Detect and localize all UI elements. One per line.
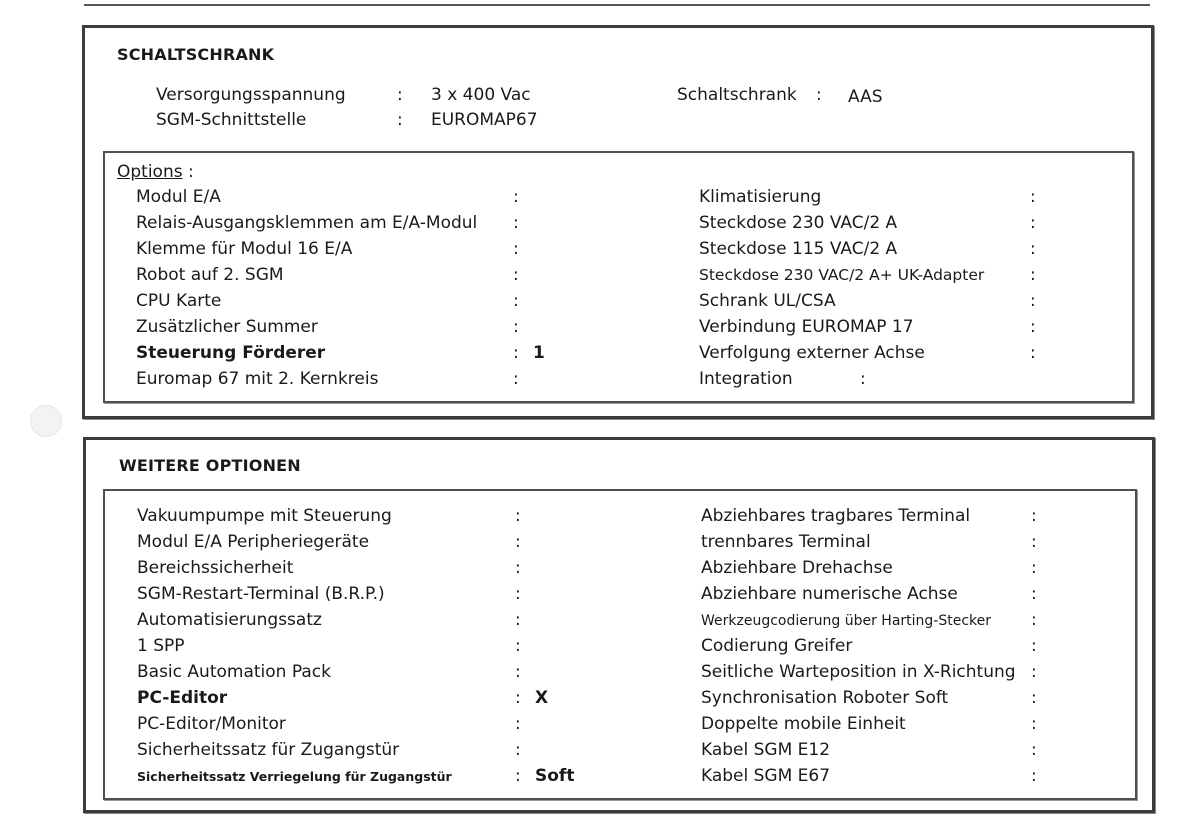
colon: : (1031, 766, 1037, 786)
colon: : (1030, 239, 1036, 259)
colon: : (513, 291, 519, 311)
option-label: Klimatisierung (699, 187, 822, 207)
option-label: Seitliche Warteposition in X-Richtung (701, 662, 1016, 682)
colon: : (1030, 265, 1036, 285)
option-label: Steckdose 230 VAC/2 A (699, 213, 898, 233)
colon: : (1030, 317, 1036, 337)
colon: : (1030, 343, 1036, 363)
option-label: Kabel SGM E12 (701, 740, 831, 760)
supply-value: 3 x 400 Vac (431, 85, 531, 105)
option-label: Synchronisation Roboter Soft (701, 688, 949, 708)
colon: : (513, 265, 519, 285)
option-label: Abziehbare Drehachse (701, 558, 893, 578)
option-label: Steckdose 115 VAC/2 A (699, 239, 898, 259)
options-colon: : (188, 162, 194, 182)
option-label: Integration (699, 369, 793, 389)
colon: : (1031, 688, 1037, 708)
supply-label: Versorgungsspannung (156, 85, 346, 105)
colon: : (513, 239, 519, 259)
options-panel (103, 489, 1137, 800)
colon: : (515, 636, 521, 656)
colon: : (1030, 291, 1036, 311)
option-label: Codierung Greifer (701, 636, 853, 656)
option-label: Robot auf 2. SGM (136, 265, 284, 285)
option-label: Abziehbare numerische Achse (701, 584, 958, 604)
top-rule (84, 0, 1150, 6)
colon: : (1030, 187, 1036, 207)
colon: : (1031, 506, 1037, 526)
colon: : (513, 213, 519, 233)
option-label: PC-Editor/Monitor (137, 714, 286, 734)
colon: : (397, 110, 403, 130)
interface-label: SGM-Schnittstelle (156, 110, 307, 130)
section-title: WEITERE OPTIONEN (119, 456, 301, 475)
colon: : (1031, 714, 1037, 734)
colon: : (513, 317, 519, 337)
colon: : (515, 714, 521, 734)
interface-value: EUROMAP67 (431, 110, 538, 130)
option-label: CPU Karte (136, 291, 222, 311)
option-label: Klemme für Modul 16 E/A (136, 239, 353, 259)
colon: : (513, 187, 519, 207)
colon: : (1031, 558, 1037, 578)
option-label: Steckdose 230 VAC/2 A+ UK-Adapter (699, 266, 985, 284)
colon: : (515, 506, 521, 526)
colon: : (397, 85, 403, 105)
options-heading (117, 162, 194, 182)
option-value: Soft (535, 766, 575, 786)
colon: : (515, 532, 521, 552)
colon: : (1031, 532, 1037, 552)
option-label: Verbindung EUROMAP 17 (699, 317, 914, 337)
colon: : (1031, 584, 1037, 604)
option-label: Sicherheitssatz Verriegelung für Zugangstür (137, 769, 452, 784)
option-label: Werkzeugcodierung über Harting-Stecker (701, 613, 992, 629)
colon: : (1031, 610, 1037, 630)
colon: : (515, 688, 521, 708)
option-label: trennbares Terminal (701, 532, 871, 552)
colon: : (1031, 636, 1037, 656)
colon: : (513, 369, 519, 389)
option-label: Doppelte mobile Einheit (701, 714, 906, 734)
option-label: Euromap 67 mit 2. Kernkreis (136, 369, 379, 389)
options-panel (103, 151, 1134, 403)
colon: : (816, 85, 822, 105)
option-label: SGM-Restart-Terminal (B.R.P.) (137, 584, 385, 604)
option-value: X (535, 688, 549, 708)
colon: : (515, 740, 521, 760)
option-label: Vakuumpumpe mit Steuerung (137, 506, 392, 526)
colon: : (515, 584, 521, 604)
colon: : (515, 766, 521, 786)
option-label: Steuerung Förderer (136, 343, 326, 363)
punch-hole (30, 405, 62, 437)
cabinet-value: AAS (848, 87, 883, 107)
option-label: Kabel SGM E67 (701, 766, 831, 786)
colon: : (515, 662, 521, 682)
option-label: Sicherheitssatz für Zugangstür (137, 740, 400, 760)
option-label: Basic Automation Pack (137, 662, 331, 682)
colon: : (1031, 740, 1037, 760)
option-label: Modul E/A (136, 187, 221, 207)
option-label: Zusätzlicher Summer (136, 317, 318, 337)
options-label: Options (117, 162, 183, 182)
option-label: Abziehbares tragbares Terminal (701, 506, 971, 526)
option-label: Automatisierungssatz (137, 610, 322, 630)
option-label: 1 SPP (137, 636, 185, 656)
option-label: Modul E/A Peripheriegeräte (137, 532, 370, 552)
colon: : (515, 558, 521, 578)
option-label: PC-Editor (137, 688, 228, 708)
option-label: Verfolgung externer Achse (699, 343, 925, 363)
colon: : (515, 610, 521, 630)
option-label: Bereichssicherheit (137, 558, 294, 578)
option-label: Relais-Ausgangsklemmen am E/A-Modul (136, 213, 478, 233)
colon: : (513, 343, 519, 363)
cabinet-label: Schaltschrank (677, 85, 797, 105)
colon: : (1030, 213, 1036, 233)
schaltschrank-section (82, 25, 1154, 419)
option-value: 1 (533, 343, 545, 363)
colon: : (860, 369, 866, 389)
section-title: SCHALTSCHRANK (117, 45, 275, 64)
weitere-optionen-section (83, 437, 1155, 813)
option-label: Schrank UL/CSA (699, 291, 836, 311)
colon: : (1031, 662, 1037, 682)
